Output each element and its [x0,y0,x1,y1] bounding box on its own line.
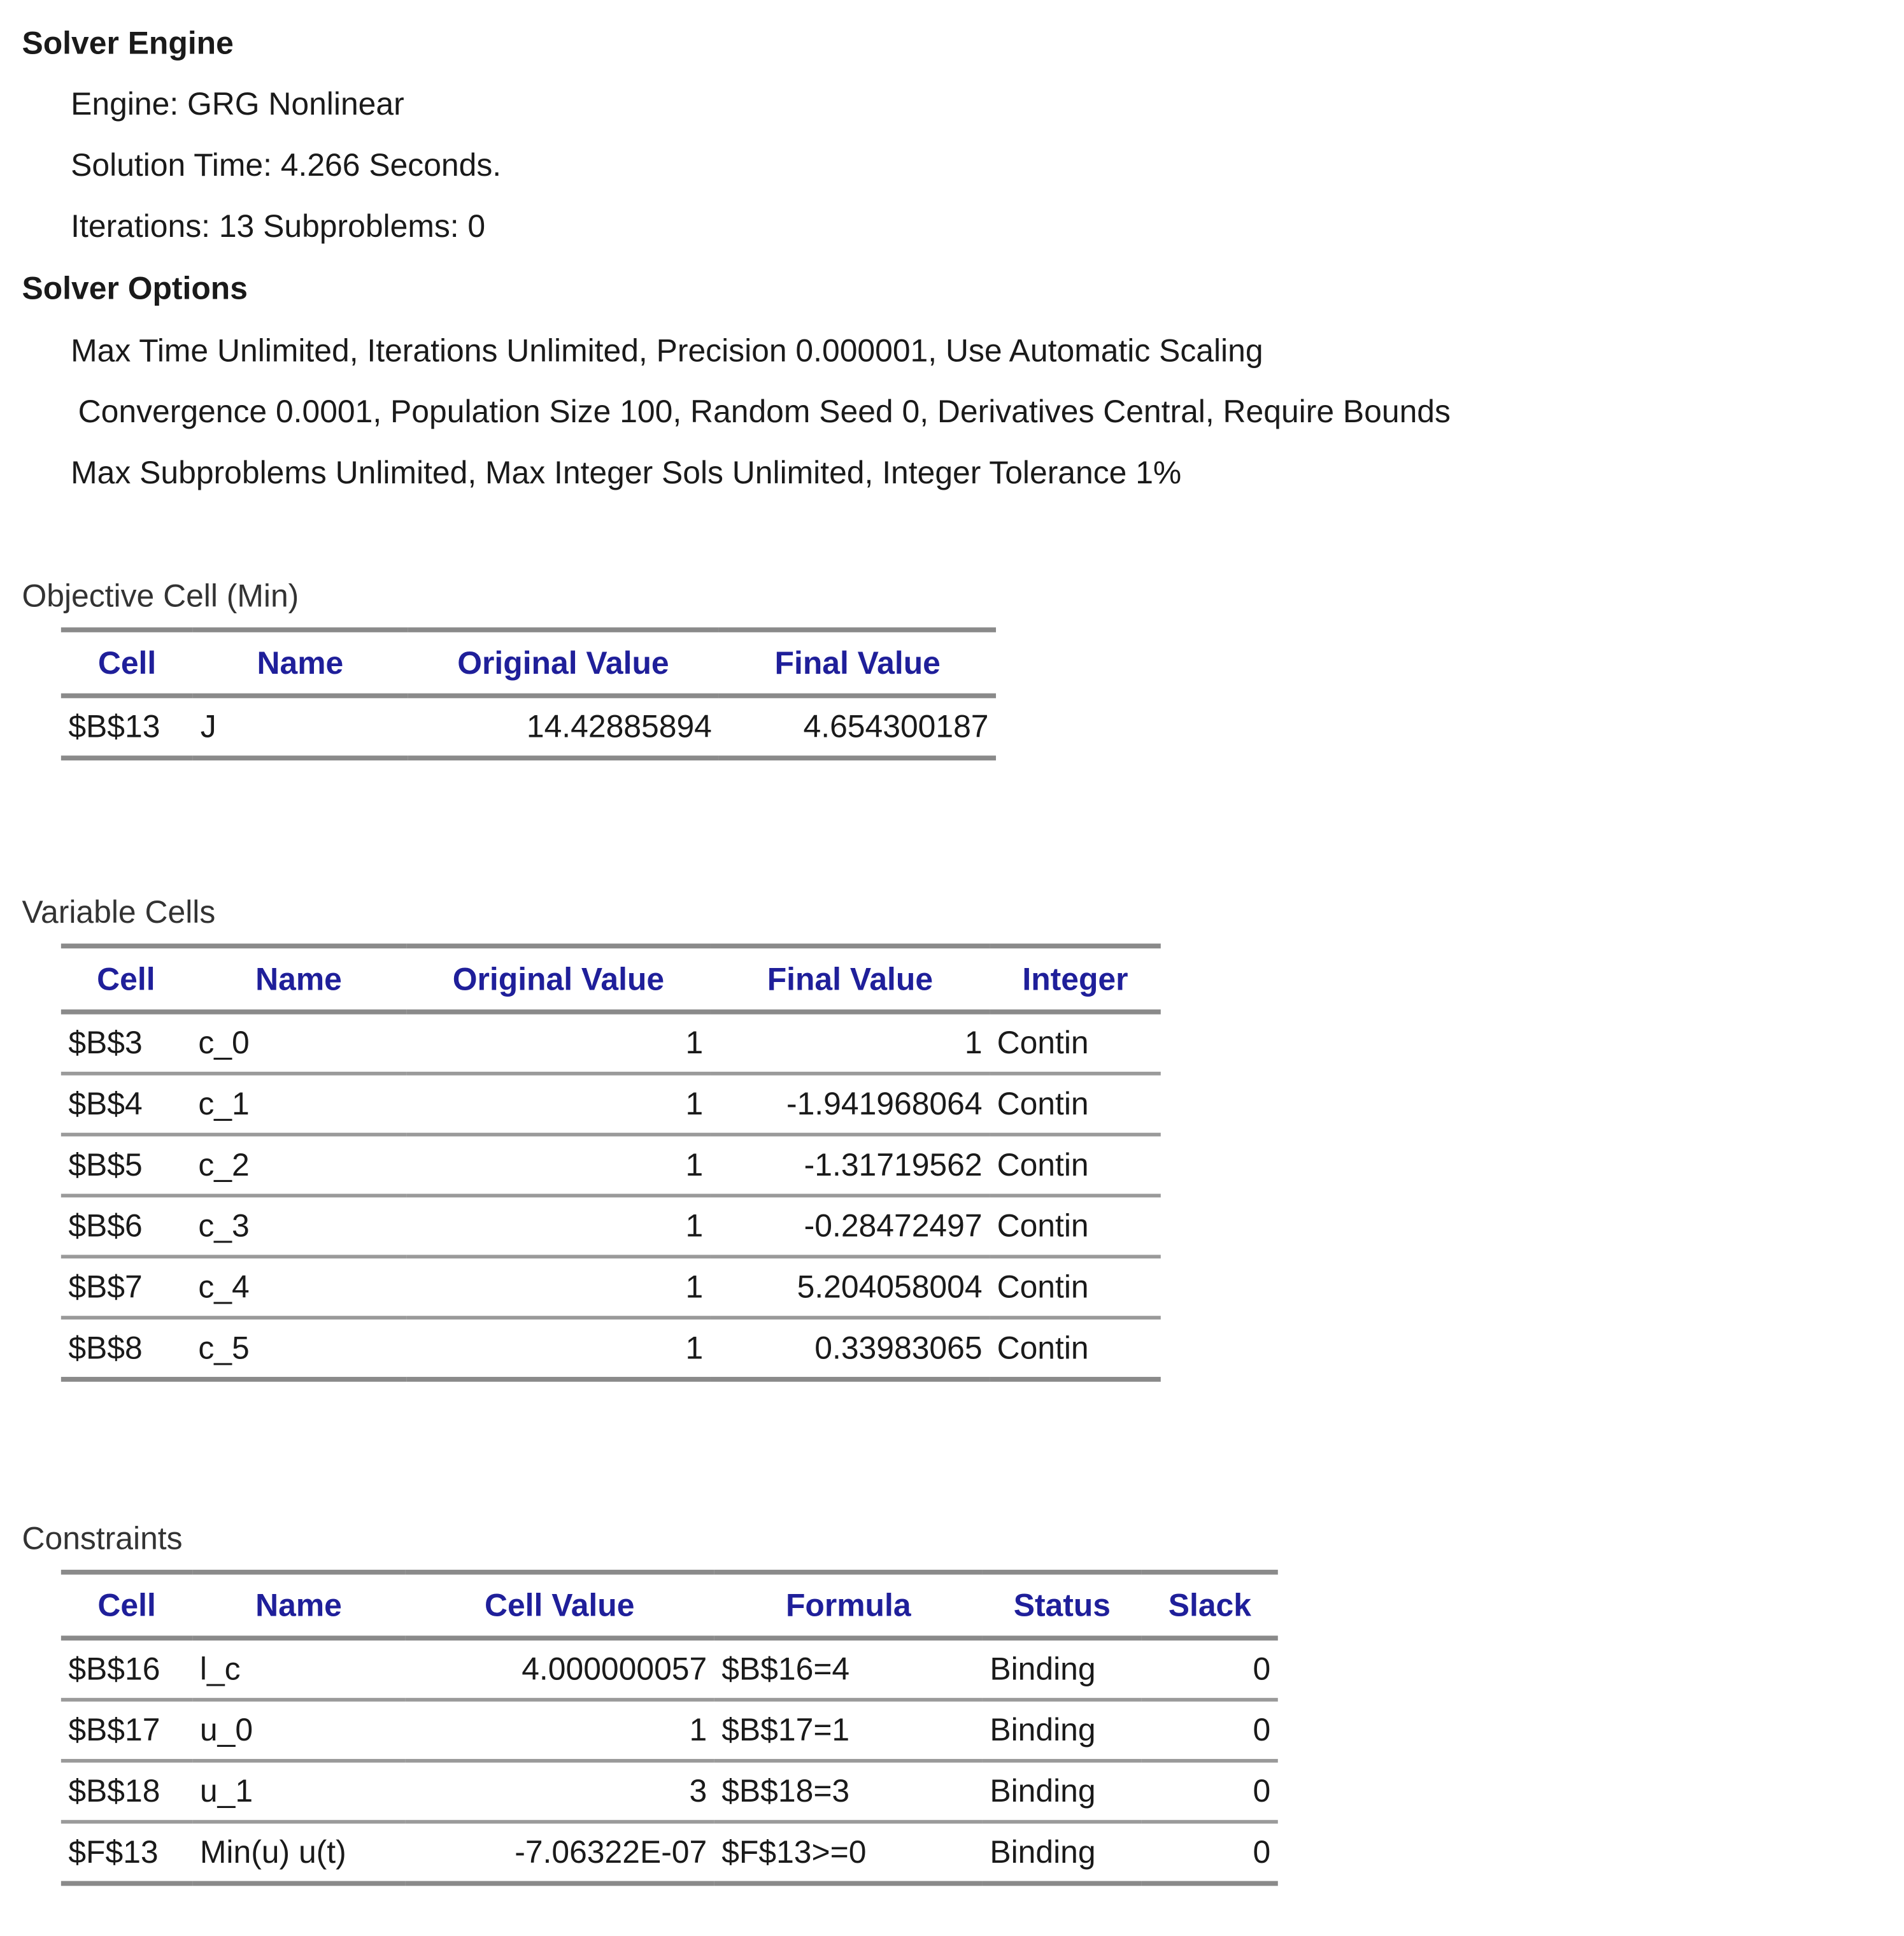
table-cell: 5.204058004 [711,1256,990,1318]
engine-line: Engine: GRG Nonlinear [71,85,404,122]
column-header: Cell Value [405,1572,714,1639]
objective-title: Objective Cell (Min) [22,577,299,615]
table-cell: Min(u) u(t) [192,1822,404,1884]
table-cell: c_2 [191,1135,406,1196]
column-header: Name [193,630,407,696]
header-row [61,946,1161,1012]
table-cell: $B$17=1 [714,1700,983,1761]
table-row [61,1195,1161,1256]
table-cell: $F$13>=0 [714,1822,983,1884]
table-cell: Contin [990,1074,1161,1135]
table-cell: $B$8 [61,1318,191,1379]
table-row [61,1700,1278,1761]
table-cell: $F$13 [61,1822,193,1884]
table-row [61,1822,1278,1884]
table-row [61,1318,1161,1379]
table-cell: $B$18=3 [714,1761,983,1822]
column-header: Original Value [408,630,720,696]
options-line: Max Time Unlimited, Iterations Unlimited, Precision 0.000001, Use Automatic Scaling [71,332,1263,369]
table-cell: -1.941968064 [711,1074,990,1135]
table-cell: c_1 [191,1074,406,1135]
column-header: Cell [61,630,193,696]
table-cell: 3 [405,1761,714,1822]
table-cell: Contin [990,1135,1161,1196]
objective-table [61,627,996,760]
table-cell: 4.000000057 [405,1638,714,1700]
options-line: Convergence 0.0001, Population Size 100, Random Seed 0, Derivatives Central, Require Bounds [78,393,1451,430]
table-cell: 1 [406,1135,710,1196]
table-cell: Binding [983,1761,1142,1822]
table-cell: l_c [192,1638,404,1700]
table-row [61,1256,1161,1318]
table-cell: 4.654300187 [719,696,996,758]
column-header: Integer [990,946,1161,1012]
table-row [61,1638,1278,1700]
solver-options-heading: Solver Options [22,269,248,307]
header-row [61,630,996,696]
table-cell: c_4 [191,1256,406,1318]
table-cell: -7.06322E-07 [405,1822,714,1884]
solver-engine-heading: Solver Engine [22,24,234,61]
table-cell: $B$6 [61,1195,191,1256]
table-cell: Contin [990,1012,1161,1074]
table-cell: 0.33983065 [711,1318,990,1379]
table-row [61,1074,1161,1135]
table-cell: 1 [406,1195,710,1256]
table-cell: u_1 [192,1761,404,1822]
table-cell: Contin [990,1318,1161,1379]
table-cell: Binding [983,1700,1142,1761]
table-cell: 0 [1142,1638,1278,1700]
table-cell: c_3 [191,1195,406,1256]
column-header: Name [191,946,406,1012]
table-cell: Binding [983,1638,1142,1700]
table-cell: u_0 [192,1700,404,1761]
column-header: Original Value [406,946,710,1012]
constraints-title: Constraints [22,1520,183,1556]
column-header: Status [983,1572,1142,1639]
column-header: Final Value [719,630,996,696]
column-header: Formula [714,1572,983,1639]
column-header: Cell [61,946,191,1012]
constraints-table [61,1570,1278,1886]
table-cell: 1 [711,1012,990,1074]
column-header: Slack [1142,1572,1278,1639]
iterations-line: Iterations: 13 Subproblems: 0 [71,207,486,245]
table-cell: 0 [1142,1761,1278,1822]
table-cell: $B$17 [61,1700,193,1761]
table-cell: $B$16=4 [714,1638,983,1700]
table-cell: -1.31719562 [711,1135,990,1196]
table-cell: 1 [406,1012,710,1074]
table-cell: Contin [990,1195,1161,1256]
table-row [61,1012,1161,1074]
table-cell: $B$5 [61,1135,191,1196]
table-cell: 1 [405,1700,714,1761]
column-header: Cell [61,1572,193,1639]
table-cell: c_0 [191,1012,406,1074]
table-cell: 1 [406,1256,710,1318]
table-cell: 1 [406,1074,710,1135]
table-row [61,696,996,758]
table-cell: Binding [983,1822,1142,1884]
table-cell: Contin [990,1256,1161,1318]
column-header: Name [192,1572,404,1639]
table-cell: $B$4 [61,1074,191,1135]
solution-time-line: Solution Time: 4.266 Seconds. [71,146,502,183]
table-cell: $B$3 [61,1012,191,1074]
table-cell: c_5 [191,1318,406,1379]
table-row [61,1761,1278,1822]
table-cell: $B$13 [61,696,193,758]
table-cell: $B$18 [61,1761,193,1822]
table-cell: 0 [1142,1700,1278,1761]
table-row [61,1135,1161,1196]
header-row [61,1572,1278,1639]
options-line: Max Subproblems Unlimited, Max Integer Sols Unlimited, Integer Tolerance 1% [71,454,1182,491]
column-header: Final Value [711,946,990,1012]
table-cell: -0.28472497 [711,1195,990,1256]
table-cell: $B$16 [61,1638,193,1700]
table-cell: $B$7 [61,1256,191,1318]
table-cell: 0 [1142,1822,1278,1884]
table-cell: 1 [406,1318,710,1379]
variables-title: Variable Cells [22,893,216,930]
variables-table [61,944,1161,1382]
table-cell: 14.42885894 [408,696,720,758]
table-cell: J [193,696,407,758]
